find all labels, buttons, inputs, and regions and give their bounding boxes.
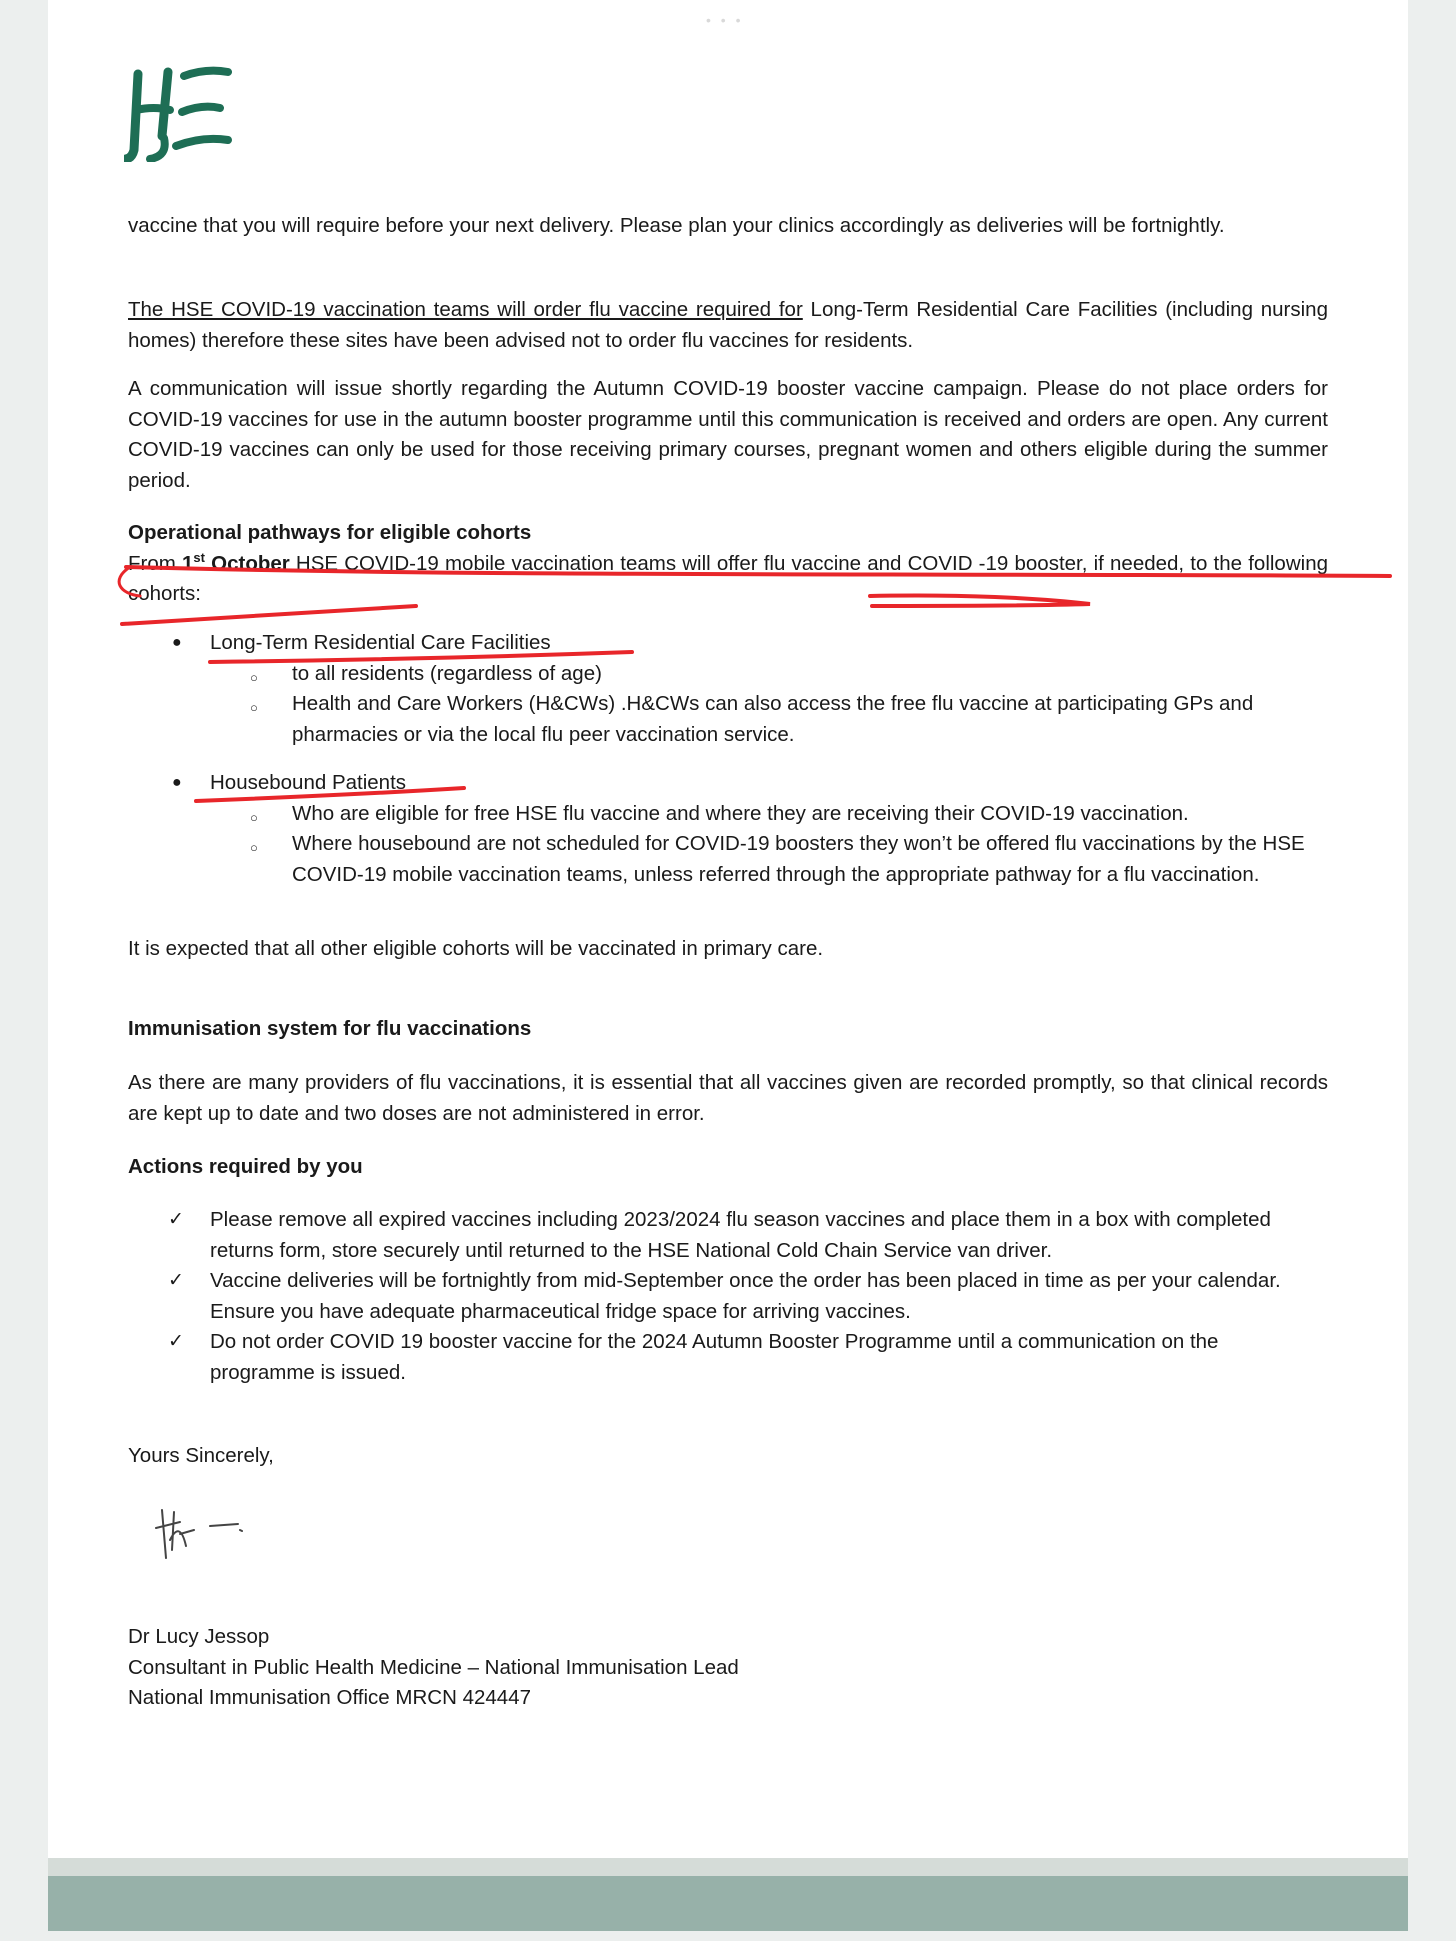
- list-item-text: Who are eligible for free HSE flu vaccine and where they are receiving their COVID-19 vaccination.: [292, 801, 1189, 825]
- underlined-text: The HSE COVID-19 vaccination teams will order flu vaccine required for: [128, 298, 803, 321]
- date-month: October: [204, 551, 290, 575]
- circle-bullet-icon: ○: [250, 669, 258, 685]
- paragraph-text: From: [128, 551, 182, 575]
- circle-bullet-icon: ○: [250, 809, 258, 825]
- date-day: 1: [182, 551, 194, 575]
- section-immunisation-system: [128, 1014, 1328, 1045]
- cohort-list-2: [128, 768, 1328, 890]
- section-heading: Immunisation system for flu vaccinations: [128, 1017, 532, 1040]
- paragraph-text: It is expected that all other eligible cohorts will be vaccinated in primary care.: [128, 937, 824, 960]
- signer-title: Consultant in Public Health Medicine – National Immunisation Lead: [128, 1655, 739, 1679]
- circle-bullet-icon: ○: [250, 840, 258, 855]
- date-bold: [182, 549, 290, 575]
- footer-bar: [48, 1876, 1408, 1931]
- list-item-text: Vaccine deliveries will be fortnightly from mid-September once the order has been placed in time as per your calendar. Ensure you have adequate pharmaceutical fridge space for arriving vaccines.: [210, 1269, 1281, 1323]
- paragraph-text: Long-Term Residential Care Facilities (including nursing homes) therefore these sites have been advised not to order flu vaccines for residents.: [128, 298, 1328, 352]
- list-item-text: Do not order COVID 19 booster vaccine for the 2024 Autumn Booster Programme until a communication on the programme is issued.: [210, 1330, 1219, 1384]
- checkmark-icon: ✓: [168, 1331, 184, 1352]
- bullet-icon: ●: [172, 774, 182, 791]
- hse-logo: [124, 66, 236, 162]
- section-actions: [128, 1152, 1328, 1183]
- actions-list: [128, 1205, 1328, 1388]
- cohort-label: Housebound Patients: [210, 771, 407, 794]
- list-item: [210, 829, 1328, 890]
- signer-office: National Immunisation Office MRCN 424447: [128, 1686, 531, 1709]
- paragraph-ltrc-ordering: [128, 295, 1328, 356]
- section-operational-pathways: [128, 518, 1328, 610]
- paragraph-booster-communication: [128, 374, 1328, 496]
- list-item: [128, 628, 1328, 750]
- paragraph-deliveries: [128, 211, 1328, 242]
- signer-name: Dr Lucy Jessop: [128, 1625, 270, 1648]
- drag-handle-dots: • • •: [706, 12, 744, 28]
- signer-block: [128, 1622, 1328, 1714]
- paragraph-primary-care: [128, 934, 1328, 965]
- date-suffix: st: [193, 549, 205, 565]
- circle-bullet-icon: ○: [250, 700, 258, 715]
- list-item: [128, 1327, 1328, 1388]
- closing: [128, 1441, 1328, 1472]
- closing-text: Yours Sincerely,: [128, 1444, 274, 1467]
- signature: [150, 1500, 250, 1570]
- checkmark-icon: ✓: [168, 1209, 184, 1230]
- list-item: [210, 659, 1328, 690]
- list-item: [210, 689, 1328, 750]
- paragraph-text: HSE COVID-19 mobile vaccination teams will offer flu vaccine and COVID -19 booster, if needed, to the following cohorts:: [128, 551, 1328, 605]
- list-item: [210, 799, 1328, 830]
- bullet-icon: ●: [172, 634, 182, 651]
- list-item-text: Please remove all expired vaccines including 2023/2024 flu season vaccines and place them in a box with completed returns form, store securely until returned to the HSE National Cold Chain Service van driver.: [210, 1208, 1271, 1262]
- list-item: [128, 1266, 1328, 1327]
- list-item-text: Where housebound are not scheduled for COVID-19 boosters they won’t be offered flu vaccinations by the HSE COVID-19 mobile vaccination teams, unless referred through the appropriate pathway for a flu vaccination.: [292, 832, 1305, 886]
- list-item: [128, 768, 1328, 890]
- paragraph-text: vaccine that you will require before your next delivery. Please plan your clinics accordingly as deliveries will be fortnightly.: [128, 214, 1225, 237]
- paragraph-text: A communication will issue shortly regarding the Autumn COVID-19 booster vaccine campaign. Please do not place orders for COVID-19 vaccines for use in the autumn booster programme until this communication is received and orders are open. Any current COVID-19 vaccines can only be used for those receiving primary courses, pregnant women and others eligible during the summer period.: [128, 377, 1328, 492]
- list-item-text: to all residents (regardless of age): [292, 661, 602, 685]
- list-item: [128, 1205, 1328, 1266]
- list-item-text: Health and Care Workers (H&CWs) .H&CWs can also access the free flu vaccine at participating GPs and pharmacies or via the local flu peer vaccination service.: [292, 692, 1254, 746]
- cohort-list: [128, 628, 1328, 750]
- checkmark-icon: ✓: [168, 1270, 184, 1291]
- section-heading: Actions required by you: [128, 1155, 363, 1178]
- cohort-label: Long-Term Residential Care Facilities: [210, 631, 551, 654]
- page-bottom-band: [48, 1858, 1408, 1876]
- paragraph-recording: [128, 1068, 1328, 1129]
- section-heading: Operational pathways for eligible cohorts: [128, 521, 532, 544]
- letter-page: [48, 0, 1408, 1858]
- paragraph-text: As there are many providers of flu vaccinations, it is essential that all vaccines given are recorded promptly, so that clinical records are kept up to date and two doses are not administered in error.: [128, 1071, 1328, 1125]
